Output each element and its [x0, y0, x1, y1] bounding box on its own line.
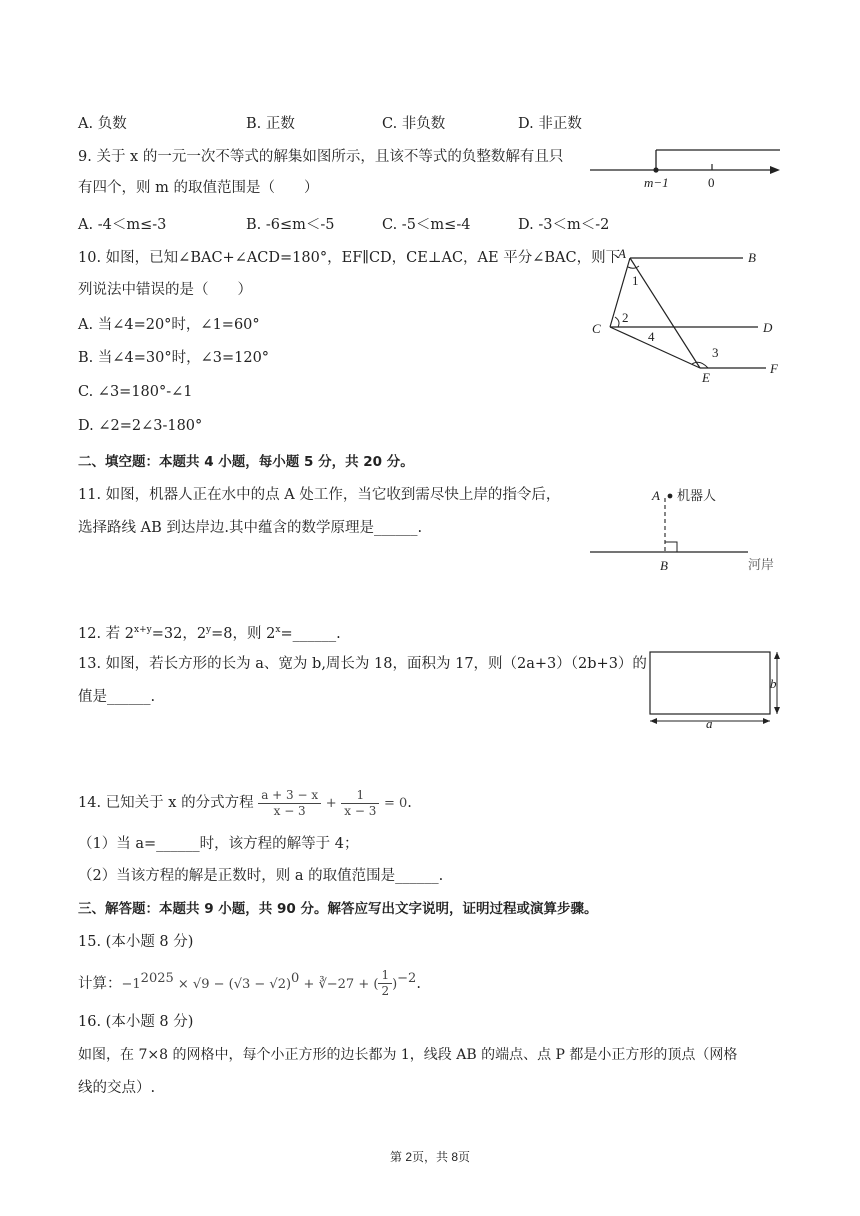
q11-line1: 11. 如图，机器人正在水中的点 A 处工作，当它收到需尽快上岸的指令后， — [78, 487, 561, 503]
q14-sub1: （1）当 a=______时，该方程的解等于 4； — [78, 836, 359, 852]
q10-option-d: D. ∠2=2∠3-180° — [78, 418, 203, 434]
rectangle — [650, 652, 770, 714]
q10-option-c: C. ∠3=180°-∠1 — [78, 384, 193, 400]
robot-point — [668, 494, 673, 499]
q8-option-d: D. 非正数 — [518, 116, 582, 132]
q15-expression: 计算：$-1^{2025} \times √9 - (√3 - √2)^0$ + ∛−27 + ( $\frac{1}{2}$ )$^{-2}$. — [78, 968, 421, 999]
q14-sub2: （2）当该方程的解是正数时，则 a 的取值范围是______. — [78, 868, 444, 884]
label-3: 3 — [712, 345, 719, 360]
q12-line: 12. 若 $2^{x+y}=32$，$2^y=8$，则 $2^x=\_\_\_\_\_\_$. — [78, 625, 341, 642]
q11-robot-shore-figure — [588, 485, 788, 580]
angle-2-arc — [615, 317, 619, 327]
label-m-minus-1: m−1 — [644, 175, 669, 190]
q9-option-d: D. -3＜m＜-2 — [518, 217, 610, 233]
q13-line2: 值是______. — [78, 689, 156, 705]
q9-option-c: C. -5＜m≤-4 — [382, 217, 471, 233]
label-f: F — [770, 361, 778, 376]
q9-line2: 有四个，则 m 的取值范围是（ ） — [78, 180, 319, 196]
q9-option-a: A. -4＜m≤-3 — [78, 217, 167, 233]
q11-line2: 选择路线 AB 到达岸边.其中蕴含的数学原理是______. — [78, 520, 423, 536]
q16-line1: 如图，在 7×8 的网格中，每个小正方形的边长都为 1，线段 AB 的端点、点 P 都是小正方形的顶点（网格 — [78, 1047, 738, 1063]
q16-line2: 线的交点）. — [78, 1080, 156, 1096]
right-angle-mark — [665, 542, 677, 552]
label-a: A — [618, 246, 626, 261]
q16-heading: 16. (本小题 8 分) — [78, 1014, 194, 1030]
q10-option-a: A. 当∠4=20°时，∠1=60° — [78, 317, 260, 333]
q10-geometry-figure — [588, 245, 788, 390]
label-zero: 0 — [708, 175, 715, 190]
q10-option-b: B. 当∠4=30°时，∠3=120° — [78, 350, 270, 366]
label-a: a — [706, 716, 713, 731]
q8-option-c: C. 非负数 — [382, 116, 446, 132]
section-2-heading: 二、填空题：本题共 4 小题，每小题 5 分，共 20 分。 — [78, 454, 414, 470]
q9-line1: 9. 关于 x 的一元一次不等式的解集如图所示，且该不等式的负整数解有且只 — [78, 149, 564, 165]
q9-option-b: B. -6≤m＜-5 — [246, 217, 335, 233]
q8-option-b: B. 正数 — [246, 116, 295, 132]
label-4: 4 — [648, 329, 655, 344]
label-shore: 河岸 — [748, 558, 775, 573]
q14-line: 14. 已知关于 x 的分式方程 $\frac{a + 3 - x}{x - 3}$ + $\frac{1}{x - 3}$ = 0. — [78, 787, 412, 818]
label-b: B — [748, 250, 756, 265]
label-robot: 机器人 — [677, 489, 717, 504]
number-line-arrow — [770, 166, 780, 174]
label-b: B — [660, 558, 668, 573]
q8-option-a: A. 负数 — [78, 116, 127, 132]
label-b: b — [770, 676, 777, 691]
label-d: D — [763, 320, 773, 335]
q13-line1: 13. 如图，若长方形的长为 a、宽为 b,周长为 18，面积为 17，则（2a+3）（2b+3）的 — [78, 656, 647, 672]
angle-1-arc — [628, 266, 639, 268]
solid-dot — [653, 167, 658, 172]
label-a: A — [652, 488, 660, 503]
label-c: C — [592, 321, 601, 336]
q10-line2: 列说法中错误的是（ ） — [78, 282, 252, 298]
q15-heading: 15. (本小题 8 分) — [78, 934, 194, 950]
label-e: E — [702, 370, 710, 385]
q13-rectangle-figure — [645, 648, 790, 733]
q10-line1: 10. 如图，已知∠BAC+∠ACD=180°，EF∥CD，CE⊥AC，AE 平分∠BAC，则下 — [78, 250, 621, 266]
label-2: 2 — [622, 310, 629, 325]
label-1: 1 — [632, 273, 639, 288]
q9-number-line-figure — [588, 145, 788, 195]
section-3-heading: 三、解答题：本题共 9 小题，共 90 分。解答应写出文字说明，证明过程或演算步骤。 — [78, 901, 598, 917]
page-footer: 第 2页，共 8页 — [389, 1150, 471, 1164]
